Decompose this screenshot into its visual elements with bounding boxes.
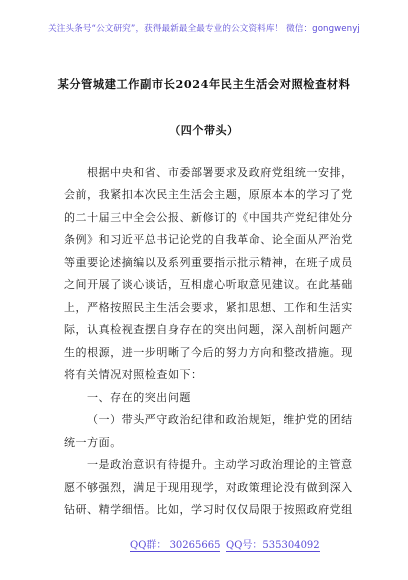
document-title: 某分管城建工作副市长2024年民主生活会对照检查材料 xyxy=(57,77,351,91)
body-line: 条例》和习近平总书记论党的自我革命、论全面从严治党 xyxy=(64,233,353,246)
footer-qq-number xyxy=(226,536,320,551)
body-line: 之间开展了谈心谈话，互相虚心听取意见建议。在此基础 xyxy=(64,278,353,291)
header-banner: 关注头条号“公文研究”，获得最新最全最专业的公文资料库！ 微信：gongwenyj xyxy=(48,24,360,34)
document-subtitle: （四个带头） xyxy=(169,124,239,137)
body-line: 钻研、精学细悟。比如，学习时仅仅局限于按照政府党组 xyxy=(64,503,353,516)
section-heading: 一、存在的突出问题 xyxy=(87,391,191,404)
body-line: 会前，我紧扣本次民主生活会主题，原原本本的学习了党 xyxy=(64,188,353,201)
body-line: 一是政治意识有待提升。主动学习政治理论的主管意 xyxy=(87,458,353,471)
body-line: 上，严格按照民主生活会要求，紧扣思想、工作和生活实 xyxy=(64,301,353,314)
body-line: 等重要论述摘编以及系列重要指示批示精神，在班子成员 xyxy=(64,256,353,269)
qq-group-text: QQ群： 30265665 xyxy=(130,540,221,551)
body-line: 的二十届三中全会公报、新修订的《中国共产党纪律处分 xyxy=(64,211,353,224)
body-line: 将有关情况对照检查如下： xyxy=(64,368,203,381)
body-line: 愿不够强烈，满足于现用现学，对政策理论没有做到深入 xyxy=(64,481,353,494)
body-line: 统一方面。 xyxy=(64,436,122,449)
body-line: 际，认真检视查摆自身存在的突出问题，深入剖析问题产 xyxy=(64,323,353,336)
qq-number-text: QQ号：535304092 xyxy=(226,540,320,551)
body-line: 根据中央和省、市委部署要求及政府党组统一安排， xyxy=(87,166,353,179)
footer-qq-group xyxy=(130,536,220,551)
subsection-heading: （一）带头严守政治纪律和政治规矩，维护党的团结 xyxy=(87,413,353,426)
body-line: 生的根源，进一步明晰了今后的努力方向和整改措施。现 xyxy=(64,346,353,359)
